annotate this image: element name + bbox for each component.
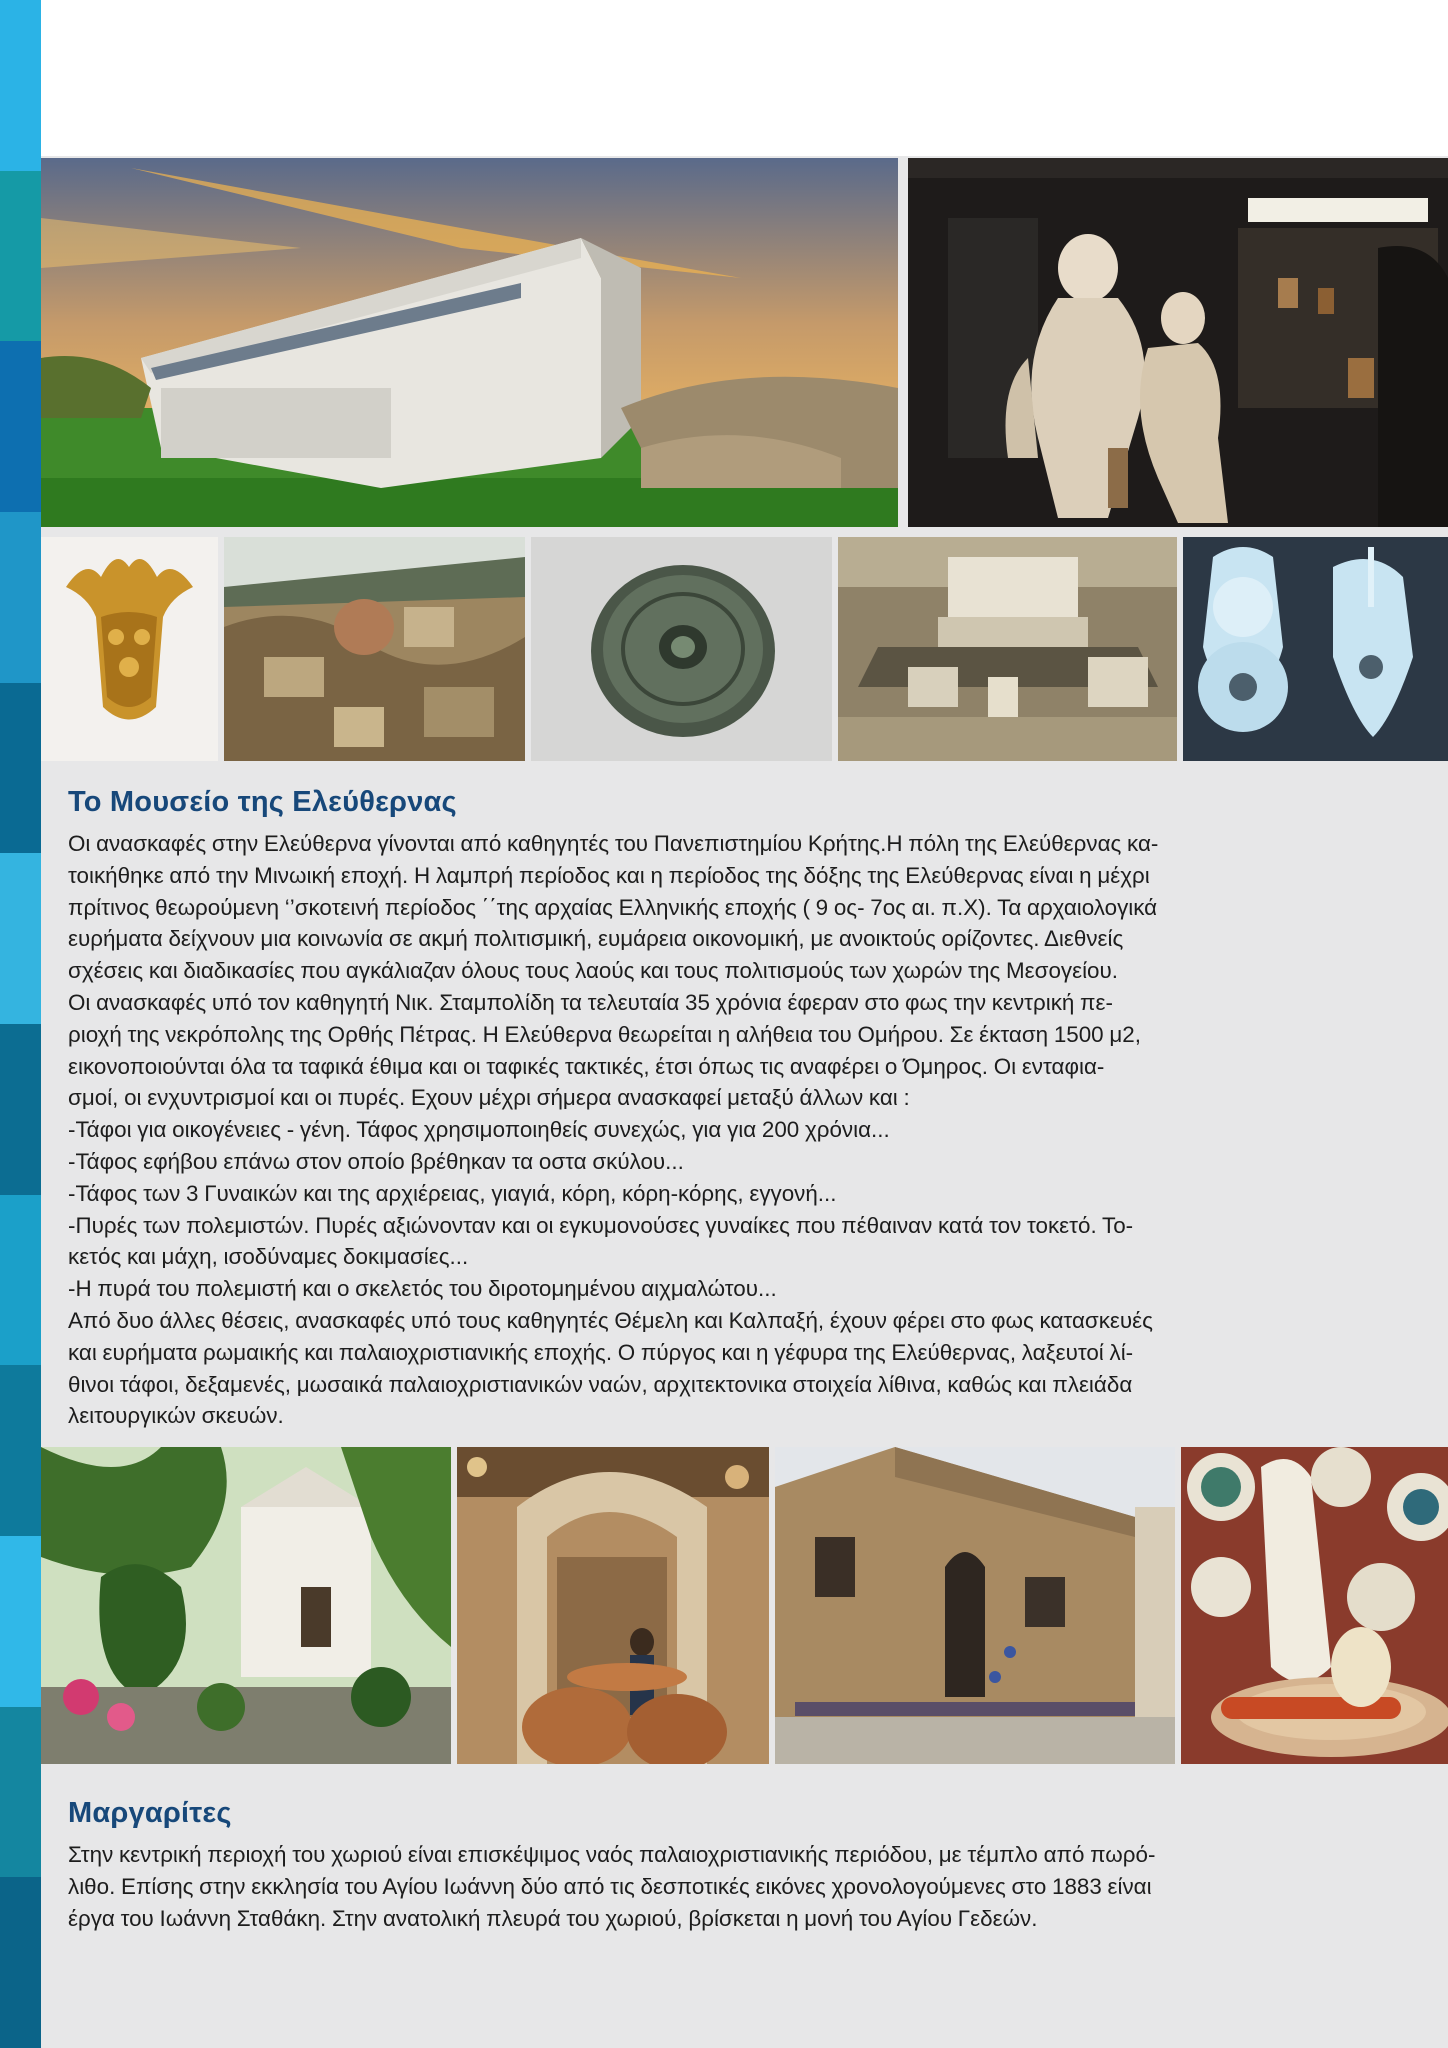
- text-line: ευρήματα δείχνουν μια κοινωνία σε ακμή πολιτισμική, ευμάρεια οικονομική, με ανοικτούς ορίζοντες. Διεθνείς: [68, 926, 1124, 952]
- museum-body-text: [68, 828, 1380, 1432]
- garden-church-photo: [41, 1447, 451, 1764]
- list-item: -Πυρές των πολεμιστών. Πυρές αξιώνονταν και οι εγκυμονούσες γυναίκες που πέθαιναν κατά τον τοκετό. Το-: [68, 1212, 1134, 1238]
- text-line: λειτουργικών σκευών.: [68, 1403, 284, 1429]
- gold-jewel-photo: [41, 537, 218, 761]
- list-item: -Τάφος των 3 Γυναικών και της αρχιέρειας, γιαγιά, κόρη, κόρη-κόρης, εγγονή...: [68, 1180, 837, 1206]
- margarites-heading: Μαργαρίτες: [68, 1797, 232, 1829]
- necropolis-model-photo: [838, 537, 1177, 761]
- text-line: έργα του Ιωάννη Σταθάκη. Στην ανατολική πλευρά του χωριού, βρίσκεται η μονή του Αγίου Γεδεών.: [68, 1905, 1038, 1931]
- text-line: Οι ανασκαφές στην Ελεύθερνα γίνονται από καθηγητές του Πανεπιστημίου Κρήτης.Η πόλη της Ελεύθερνας κα-: [68, 831, 1159, 856]
- text-line: θινοι τάφοι, δεξαμενές, μωσαικά παλαιοχριστιανικών ναών, αρχιτεκτονικα στοιχεία λίθινα, καθώς και πλειάδα: [68, 1371, 1133, 1397]
- top-margin: [41, 0, 1448, 156]
- text-line: Από δυο άλλες θέσεις, ανασκαφές υπό τους καθηγητές Θέμελη και Καλπαξή, έχουν φέρει στο φως κατασκευές: [68, 1307, 1153, 1333]
- text-line: Οι ανασκαφές υπό τον καθηγητή Νικ. Σταμπολίδη τα τελευταία 35 χρόνια έφεραν στο φως την κεντρική πε-: [68, 989, 1113, 1015]
- text-line: Στην κεντρική περιοχή του χωριού είναι επισκέψιμος ναός παλαιοχριστιανικής περιόδου, με τέμπλο από πωρό-: [68, 1842, 1156, 1867]
- stone-house-photo: [775, 1447, 1175, 1764]
- margarites-body-text: [68, 1839, 1380, 1934]
- text-line: ριοχή της νεκρόπολης της Ορθής Πέτρας. Η Ελεύθερνα θεωρείται η αλήθεια του Ομήρου. Σε έκταση 1500 μ2,: [68, 1021, 1141, 1047]
- list-item: -Τάφοι για οικογένειες - γένη. Τάφος χρησιμοποιηθείς συνεχώς, για για 200 χρόνια...: [68, 1117, 890, 1143]
- list-item: -Η πυρά του πολεμιστή και ο σκελετός του διροτομημένου αιχμαλώτου...: [68, 1276, 777, 1302]
- marble-statues-photo: [908, 158, 1448, 527]
- text-line: λιθο. Επίσης στην εκκλησία του Αγίου Ιωάννη δύο από τις δεσποτικές εικόνες χρονολογούμενες στο 1883 είναι: [68, 1873, 1152, 1899]
- text-line: τοικήθηκε από την Μινωική εποχή. Η λαμπρή περίοδος και η περίοδος της δόξης της Ελεύθερνας είναι η μέχρι: [68, 862, 1150, 888]
- text-line: κετός και μάχη, ισοδύναμες δοκιμασίες...: [68, 1244, 469, 1270]
- text-line: εικονοποιούνται όλα τα ταφικά έθιμα και οι ταφικές τακτικές, έτσι όπως τις αναφέρει ο Όμηρος. Οι ενταφια-: [68, 1053, 1105, 1079]
- pottery-workshop-photo: [457, 1447, 769, 1764]
- text-line: και ευρήματα ρωμαικής και παλαιοχριστιανικής εποχής. Ο πύργος και η γέφυρα της Ελεύθερνας, λαξευτοί λί-: [68, 1339, 1134, 1365]
- text-line: σχέσεις και διαδικασίες που αγκάλιαζαν όλους τους λαούς και τους πολιτισμούς των χωρών της Μεσογείου.: [68, 958, 1118, 984]
- museum-building-photo: [41, 158, 898, 527]
- museum-heading: Το Μουσείο της Ελεύθερνας: [68, 786, 457, 818]
- excavation-site-photo: [224, 537, 525, 761]
- bronze-shield-photo: [531, 537, 832, 761]
- text-line: πρίτινος θεωρούμενη ‘’σκοτεινή περίοδος ΄΄της αρχαίας Ελληνικής εποχής ( 9 ος- 7ος αι. π.Χ). Τα αρχαιολογικά: [68, 894, 1158, 920]
- figurine-display-photo: [1183, 537, 1448, 761]
- ceramic-plates-photo: [1181, 1447, 1448, 1764]
- text-line: σμοί, οι ενχυντρισμοί και οι πυρές. Εχουν μέχρι σήμερα ανασκαφεί μεταξύ άλλων και :: [68, 1085, 910, 1111]
- list-item: -Τάφος εφήβου επάνω στον οποίο βρέθηκαν τα οστα σκύλου...: [68, 1148, 684, 1174]
- left-color-strip: [0, 0, 41, 2048]
